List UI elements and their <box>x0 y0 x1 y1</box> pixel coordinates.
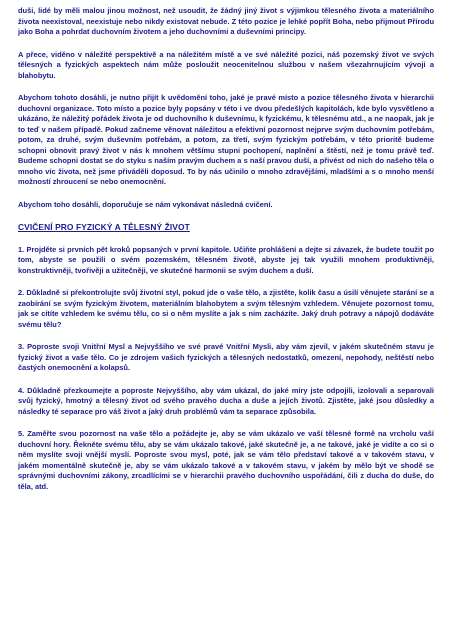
paragraph-intro-3: Abychom tohoto dosáhli, je nutno přijít k uvědomění toho, jaké je pravé místo a pozice tělesného života v hierarchii duchovní organizace. Toto místo a pozice byly popsány v této i ve dvou předešlých kapitolách, kde bylo vysvětleno a ukázáno, že náležitý pořádek života je od duchovního k duševnímu, k fyzickému, k tělesnému atd., a ne naopak, jak je to teď v našem případě. Pokud začneme věnovat náležitou a efektivní pozornost nejprve svým duchovním potřebám, potom, za druhé, svým duševním potřebám, a potom, za třetí, svým fyzickým potřebám, v této prioritě budeme schopni obnovit pravý život v nás k mnohem většímu stupni pochopení, naplnění a štěstí, než je tomu právě teď. Budeme schopni dostat se do styku s naším pravým duchem a s naší pravou duší, a přivést od nich do našeho těla o mnoho víc života, než jsme přiváděli doposud. To by nás učinilo o mnoho zdravějšími, mladšími a s o mnoho menší možností zhroucení se nebo onemocnění. <box>18 93 434 186</box>
paragraph-intro-1: duši, lidé by měli malou jinou možnost, než usoudit, že žádný jiný život s výjimkou tělesného života a materiálního života neexistoval, neexistuje nebo nikdy existovat nebude. Z této pozice je lehké popřít Boha, nebo přijmout Přírodu jako Boha a pohrdat duchovním životem a jeho duchovními a duševními principy. <box>18 6 434 36</box>
section-heading: CVIČENÍ PRO FYZICKÝ A TĚLESNÝ ŽIVOT <box>18 222 190 232</box>
paragraph-intro-2: A přece, viděno v náležité perspektivě a na náležitém místě a ve své náležité pozici, náš pozemský život ve svých tělesných a fyzických aspektech nám může posloužit neocenitelnou službou v našem všezahrnujícím vývoji a blahobytu. <box>18 49 434 80</box>
exercise-4: 4. Důkladně přezkoumejte a poproste Nejvyššího, aby vám ukázal, do jaké míry jste odpojili, izolovali a separovali svůj fyzický, hmotný a tělesný život od svého pravého ducha a duše a jejích životů. Zjistěte, jaké jsou důsledky a následky té separace pro váš život a jaký druh problémů vám ta separace způsobila. <box>18 385 434 416</box>
paragraph-intro-4: Abychom toho dosáhli, doporučuje se nám vykonávat následná cvičení. <box>18 199 273 209</box>
exercise-1: 1. Projděte si prvních pět kroků popsaných v první kapitole. Učiňte prohlášení a dejte si závazek, že budete toužit po tom, abyste se použili o svém pozemském, tělesném životě, abyste jej tak využili mnohem produktivněji, konstruktivněji, tvořivěji a užitečněji, ve skutečné harmonii se svým duchem a duší. <box>18 244 434 275</box>
exercise-2: 2. Důkladně si překontrolujte svůj životní styl, pokud jde o vaše tělo, a zjistěte, kolik času a úsilí věnujete starání se a zaobírání se svým fyzickým životem, materiálním blahobytem a svým tělesným vzhledem. Věnujete pozornost tomu, jak se cítíte vzhledem ke svému tělu, co si o něm myslíte a jak s ním zacházíte. Jaký druh potravy a nápojů dodáváte svému tělu? <box>18 288 434 329</box>
exercise-3: 3. Poproste svoji Vnitřní Mysl a Nejvyššího ve své pravé Vnitřní Mysli, aby vám zjevil, v jakém skutečném stavu je fyzický život a vaše tělo. Co je zdrojem vašich fyzických a tělesných nedostatků, omezení, nepohody, neštěstí nebo častých onemocnění a kolapsů. <box>18 342 434 372</box>
exercise-5: 5. Zaměřte svou pozornost na vaše tělo a požádejte je, aby se vám ukázalo ve vaší tělesné formě na vrcholu vaší duchovní hory. Řekněte svému tělu, aby se vám ukázalo takové, jaké skutečně je, a ne takové, jaké je vidíte a co si o něm myslíte svoji vnější myslí. Poproste svou mysl, poté, jak se vám tělo představí takové a v takovém stavu, v jakém momentálně skutečně je, aby se vám ukázalo takové a v takovém stavu, v jakém by mělo být ve shodě se správnými duchovními zákony, zrcadlícími se v hierarchii pravého duchovního uspořádání, čili z ducha do duše, do těla, atd. <box>18 429 434 491</box>
